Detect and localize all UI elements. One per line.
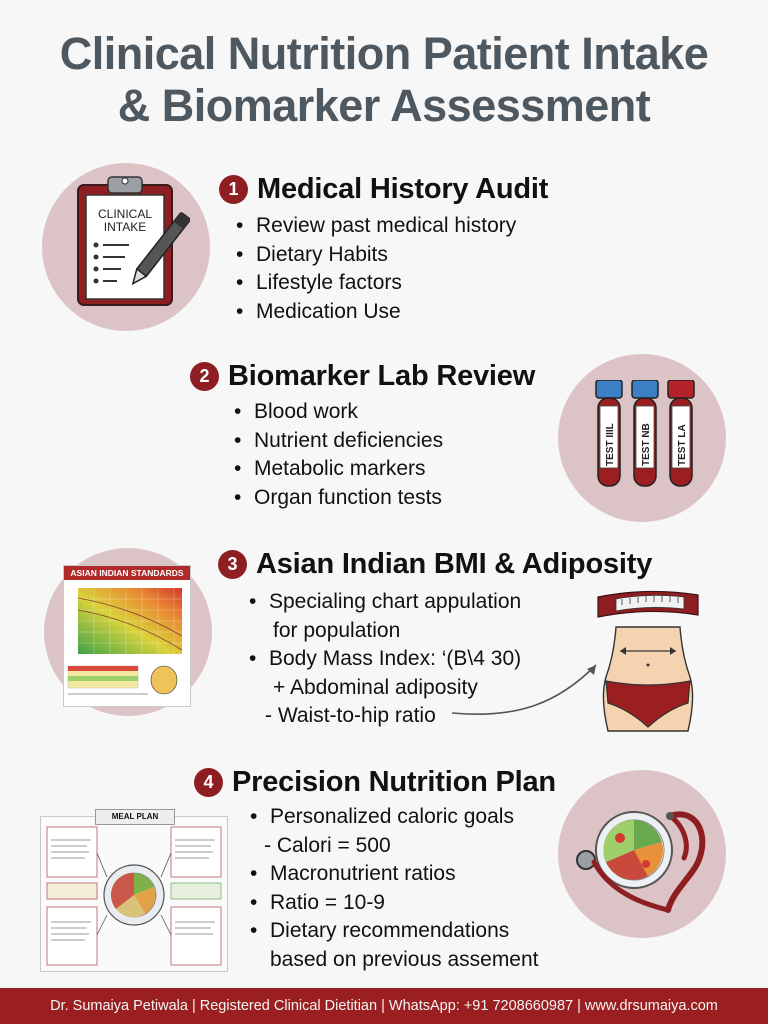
list-item: • Organ function tests	[232, 484, 443, 513]
list-item: • Body Mass Index: ‘(B\4 30)	[247, 645, 521, 674]
list-item: • Medication Use	[234, 298, 516, 327]
section-2-heading	[190, 360, 535, 393]
list-item: • Lifestyle factors	[234, 269, 516, 298]
page-title	[0, 28, 768, 132]
clipboard-label-1: CLINICAL	[97, 207, 153, 221]
test-tube-3	[668, 380, 694, 486]
section-2-list	[232, 398, 443, 512]
bmi-chart-heading: ASIAN INDIAN STANDARDS	[64, 566, 190, 580]
section-1-number-badge: 1	[219, 175, 248, 204]
blood-test-tubes-icon	[590, 380, 700, 495]
list-item: for population	[273, 618, 401, 642]
list-item: • Blood work	[232, 398, 443, 427]
section-4-list	[248, 803, 539, 974]
list-item: - Calori = 500	[264, 833, 391, 857]
meal-plan-document	[40, 812, 228, 972]
meal-plan-heading: MEAL PLAN	[95, 809, 175, 825]
section-4-number-badge: 4	[194, 768, 223, 797]
section-2-number-badge: 2	[190, 362, 219, 391]
list-item: • Ratio = 10-9	[248, 889, 539, 918]
section-4-heading	[194, 766, 556, 799]
section-3-number-badge: 3	[218, 550, 247, 579]
section-3-title: Asian Indian BMI & Adiposity	[256, 548, 653, 580]
bmi-zone-chart-graphic	[64, 580, 190, 706]
list-item: • Metabolic markers	[232, 455, 443, 484]
footer-contact-bar: Dr. Sumaiya Petiwala | Registered Clinical Dietitian | WhatsApp: +91 7208660987 | www.drsumaiya.com	[0, 988, 768, 1024]
test-tube-label: TEST LA	[677, 424, 688, 466]
asian-indian-bmi-chart	[63, 565, 191, 707]
list-item: + Abdominal adiposity	[273, 675, 478, 699]
list-item: • Nutrient deficiencies	[232, 427, 443, 456]
list-item: based on previous assement	[270, 947, 539, 971]
stethoscope-plate-icon	[572, 786, 722, 926]
page-title-line-1: Clinical Nutrition Patient Intake	[59, 28, 709, 79]
list-item: • Specialing chart appulation	[247, 588, 521, 617]
page-title-line-2: & Biomarker Assessment	[117, 80, 651, 131]
clipboard-pen-icon	[72, 173, 190, 313]
list-item: • Dietary recommendations	[248, 917, 539, 946]
list-item: - Waist-to-hip ratio	[265, 704, 436, 727]
list-item: • Dietary Habits	[234, 241, 516, 270]
section-3-heading	[218, 548, 652, 581]
list-item: • Review past medical history	[234, 212, 516, 241]
section-1-title: Medical History Audit	[257, 173, 549, 205]
section-1-list	[234, 212, 516, 326]
list-item: • Macronutrient ratios	[248, 860, 539, 889]
meal-plan-graphic	[41, 817, 227, 971]
test-tube-label: TEST NB	[641, 423, 652, 466]
waist-measuring-tape-icon	[448, 585, 708, 735]
section-1-heading	[219, 173, 548, 206]
test-tube-2	[632, 380, 658, 486]
test-tube-label: TEST IIIL	[605, 423, 616, 466]
list-item: • Personalized caloric goals	[248, 803, 539, 832]
test-tube-1	[596, 380, 622, 486]
section-2-title: Biomarker Lab Review	[228, 360, 536, 392]
clipboard-label-2: INTAKE	[103, 220, 147, 234]
section-4-title: Precision Nutrition Plan	[232, 766, 556, 798]
